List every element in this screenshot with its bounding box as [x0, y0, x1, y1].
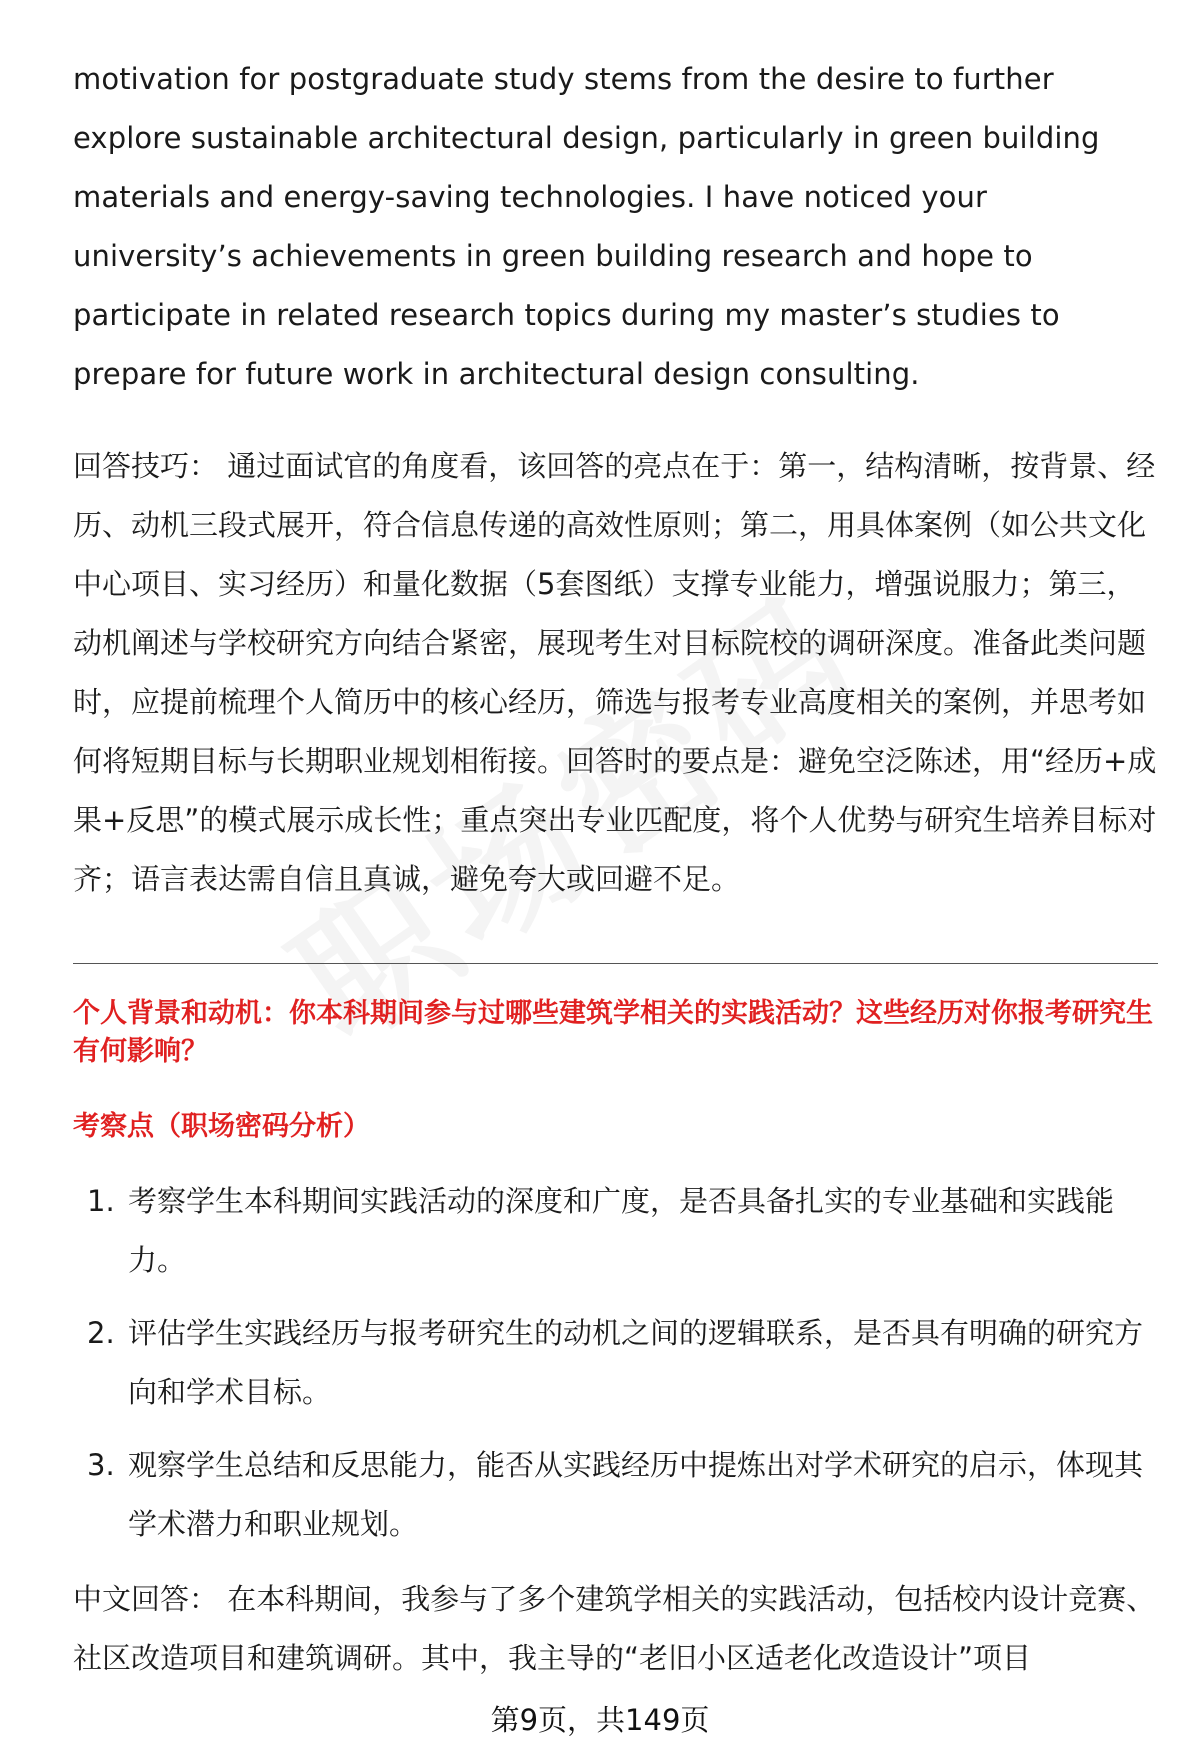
- chinese-answer-label: 中文回答：: [73, 1582, 219, 1616]
- answer-tips-text: 通过面试官的角度看，该回答的亮点在于：第一，结构清晰，按背景、经历、动机三段式展开，符合信息传递的高效性原则；第二，用具体案例（如公共文化中心项目、实习经历）和量化数据（5套图纸）支撑专业能力，增强说服力；第三，动机阐述与学校研究方向结合紧密，展现考生对目标院校的调研深度。准备此类问题时，应提前梳理个人简历中的核心经历，筛选与报考专业高度相关的案例，并思考如何将短期目标与长期职业规划相衔接。回答时的要点是：避免空泛陈述，用“经历+成果+反思”的模式展示成长性；重点突出专业匹配度，将个人优势与研究生培养目标对齐；语言表达需自信且真诚，避免夸大或回避不足。: [73, 449, 1157, 896]
- list-item: [73, 1304, 1163, 1422]
- list-item: [73, 1172, 1163, 1290]
- page-footer: 第9页，共149页: [490, 1703, 710, 1737]
- list-item-number: 2.: [87, 1316, 115, 1350]
- assessment-points-heading: 考察点（职场密码分析）: [73, 1111, 370, 1142]
- chinese-answer-paragraph: [73, 1570, 1158, 1688]
- answer-tips-label: 回答技巧：: [73, 449, 219, 483]
- english-answer-paragraph: motivation for postgraduate study stems from the desire to further explore sustainable architectural design, particularly in green building materials and energy-saving technologies. I have noticed your university’s achievements in green building research and hope to participate in related research topics during my master’s studies to prepare for future work in architectural design consulting.: [73, 62, 1100, 391]
- assessment-points-list: [73, 1172, 1163, 1568]
- answer-tips-paragraph: [73, 437, 1158, 909]
- chinese-answer-text: 在本科期间，我参与了多个建筑学相关的实践活动，包括校内设计竞赛、社区改造项目和建筑调研。其中，我主导的“老旧小区适老化改造设计”项目: [73, 1582, 1156, 1675]
- section-divider: [73, 963, 1158, 964]
- list-item-text: 观察学生总结和反思能力，能否从实践经历中提炼出对学术研究的启示，体现其学术潜力和职业规划。: [128, 1448, 1144, 1541]
- list-item-number: 3.: [87, 1448, 115, 1482]
- list-item-number: 1.: [87, 1184, 115, 1218]
- list-item-text: 评估学生实践经历与报考研究生的动机之间的逻辑联系，是否具有明确的研究方向和学术目标。: [128, 1316, 1144, 1409]
- list-item-text: 考察学生本科期间实践活动的深度和广度，是否具备扎实的专业基础和实践能力。: [128, 1184, 1115, 1277]
- question-heading: 个人背景和动机：你本科期间参与过哪些建筑学相关的实践活动？这些经历对你报考研究生有何影响？: [73, 998, 1153, 1067]
- list-item: [73, 1436, 1163, 1554]
